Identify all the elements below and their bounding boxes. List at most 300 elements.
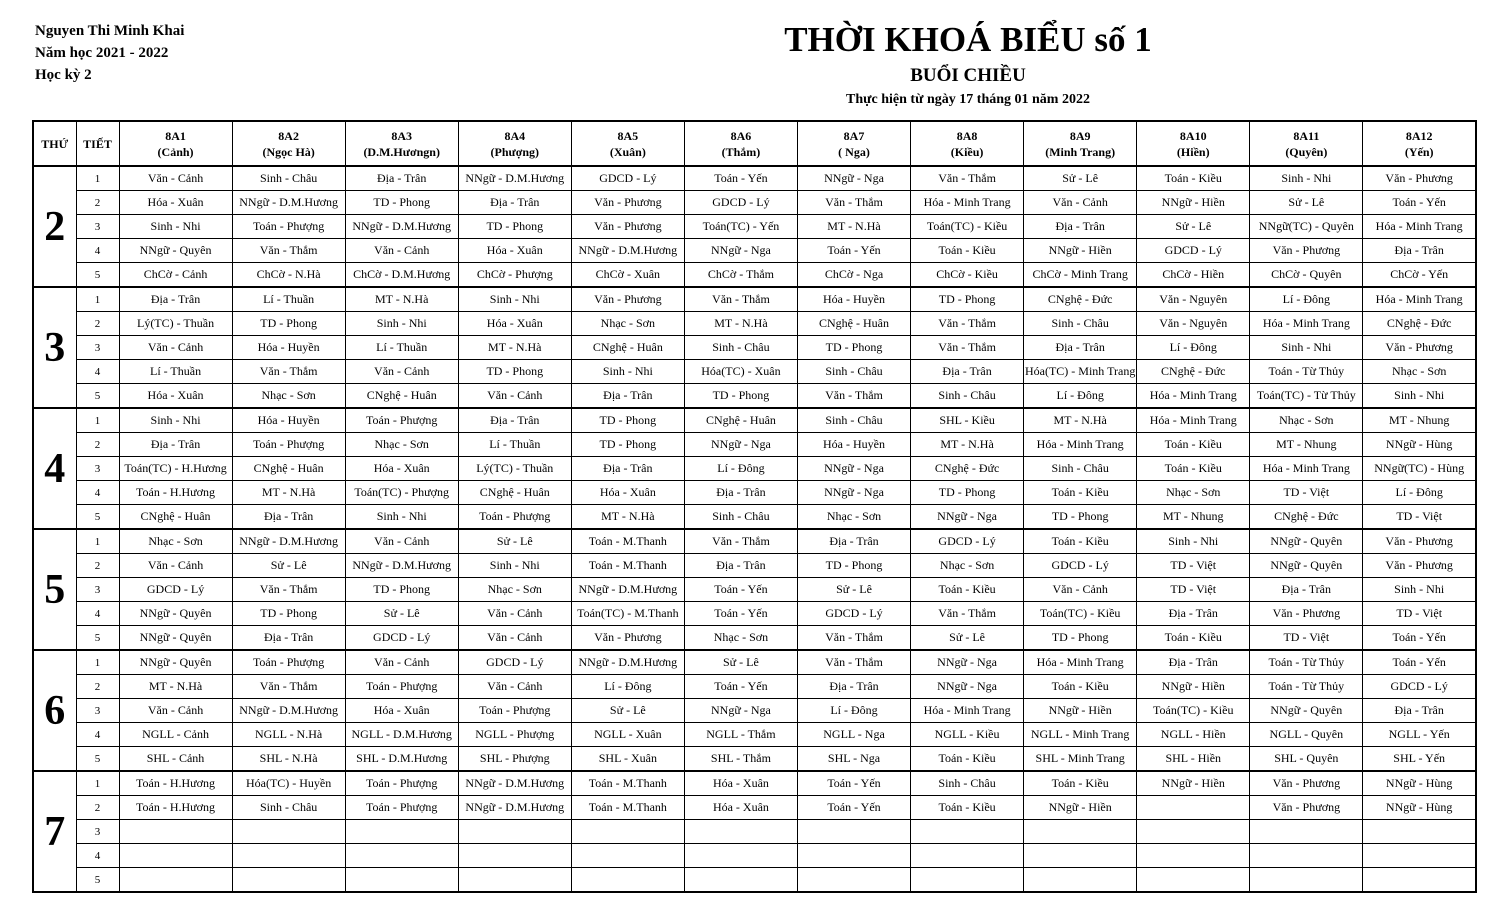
lesson-cell: NNgữ - Nga: [684, 239, 797, 263]
lesson-cell: [232, 868, 345, 893]
lesson-cell: Địa - Trân: [1137, 650, 1250, 675]
lesson-cell: Toán - Phượng: [345, 408, 458, 433]
lesson-cell: Văn - Phương: [1363, 554, 1476, 578]
lesson-cell: TD - Việt: [1137, 554, 1250, 578]
period-cell: 1: [76, 771, 119, 796]
lesson-cell: NNgữ - Hiền: [1137, 191, 1250, 215]
lesson-cell: TD - Phong: [232, 602, 345, 626]
lesson-cell: ChCờ - N.Hà: [232, 263, 345, 288]
lesson-cell: Nhạc - Sơn: [458, 578, 571, 602]
lesson-cell: Toán - Yến: [797, 771, 910, 796]
class-name: 8A7: [843, 128, 865, 143]
lesson-cell: Sinh - Nhi: [1363, 578, 1476, 602]
lesson-cell: Sử - Lê: [911, 626, 1024, 651]
lesson-cell: [1137, 844, 1250, 868]
period-cell: 1: [76, 529, 119, 554]
day-column-header: THỨ: [33, 121, 76, 166]
lesson-cell: TD - Phong: [571, 433, 684, 457]
lesson-cell: NNgữ - Nga: [684, 699, 797, 723]
period-cell: 2: [76, 191, 119, 215]
lesson-cell: NNgữ - D.M.Hương: [571, 578, 684, 602]
page-title: THỜI KHOÁ BIỂU số 1: [784, 20, 1152, 59]
lesson-cell: Sinh - Nhi: [1250, 336, 1363, 360]
lesson-cell: Lí - Thuần: [232, 287, 345, 312]
lesson-cell: NNgữ - D.M.Hương: [571, 650, 684, 675]
lesson-cell: NGLL - Minh Trang: [1024, 723, 1137, 747]
lesson-cell: NNgữ - D.M.Hương: [458, 771, 571, 796]
lesson-cell: Văn - Phương: [1250, 796, 1363, 820]
class-teacher: (Quyên): [1285, 144, 1328, 159]
period-cell: 5: [76, 747, 119, 772]
lesson-cell: Nhạc - Sơn: [1363, 360, 1476, 384]
lesson-cell: NNgữ - D.M.Hương: [458, 796, 571, 820]
day-cell: 7: [33, 771, 76, 892]
table-row: [33, 820, 1476, 844]
lesson-cell: Văn - Thắm: [684, 287, 797, 312]
lesson-cell: MT - N.Hà: [232, 481, 345, 505]
lesson-cell: Toán - Kiều: [911, 578, 1024, 602]
lesson-cell: NNgữ - D.M.Hương: [232, 529, 345, 554]
lesson-cell: Nhạc - Sơn: [684, 626, 797, 651]
lesson-cell: Hóa - Xuân: [119, 384, 232, 409]
lesson-cell: Địa - Trân: [458, 191, 571, 215]
period-cell: 2: [76, 433, 119, 457]
lesson-cell: NNgữ - Hiền: [1024, 239, 1137, 263]
lesson-cell: GDCD - Lý: [797, 602, 910, 626]
lesson-cell: Địa - Trân: [797, 675, 910, 699]
lesson-cell: NNgữ - D.M.Hương: [458, 166, 571, 191]
class-header: [1363, 121, 1476, 166]
lesson-cell: Văn - Phương: [1363, 166, 1476, 191]
lesson-cell: NNgữ - Quyên: [119, 602, 232, 626]
lesson-cell: [1024, 844, 1137, 868]
table-row: [33, 529, 1476, 554]
lesson-cell: Hóa - Minh Trang: [1363, 287, 1476, 312]
period-cell: 3: [76, 457, 119, 481]
lesson-cell: Toán - Phượng: [458, 699, 571, 723]
day-cell: 5: [33, 529, 76, 650]
class-header: [345, 121, 458, 166]
lesson-cell: Địa - Trân: [345, 166, 458, 191]
lesson-cell: Lí - Đông: [1137, 336, 1250, 360]
lesson-cell: GDCD - Lý: [119, 578, 232, 602]
lesson-cell: CNghệ - Huân: [345, 384, 458, 409]
lesson-cell: ChCờ - Xuân: [571, 263, 684, 288]
school-term: Học kỳ 2: [35, 67, 92, 83]
lesson-cell: Toán(TC) - M.Thanh: [571, 602, 684, 626]
lesson-cell: TD - Phong: [345, 191, 458, 215]
period-cell: 1: [76, 166, 119, 191]
lesson-cell: Lí - Đông: [1024, 384, 1137, 409]
lesson-cell: Toán - Từ Thủy: [1250, 360, 1363, 384]
lesson-cell: Sinh - Nhi: [119, 408, 232, 433]
lesson-cell: [458, 844, 571, 868]
table-row: [33, 481, 1476, 505]
lesson-cell: Toán - Kiều: [1137, 166, 1250, 191]
lesson-cell: [1024, 820, 1137, 844]
class-teacher: (Yến): [1404, 144, 1434, 159]
lesson-cell: Hóa - Xuân: [119, 191, 232, 215]
table-row: [33, 384, 1476, 409]
lesson-cell: [345, 868, 458, 893]
table-row: [33, 215, 1476, 239]
lesson-cell: NNgữ - Hiền: [1024, 699, 1137, 723]
school-year: Năm học 2021 - 2022: [35, 45, 169, 61]
class-teacher: (Cảnh): [157, 144, 194, 159]
table-row: [33, 263, 1476, 288]
lesson-cell: Toán - Kiều: [911, 747, 1024, 772]
lesson-cell: [232, 844, 345, 868]
lesson-cell: [1024, 868, 1137, 893]
lesson-cell: NGLL - Thắm: [684, 723, 797, 747]
class-name: 8A4: [504, 128, 526, 143]
lesson-cell: Toán - Kiều: [1024, 529, 1137, 554]
lesson-cell: NGLL - Nga: [797, 723, 910, 747]
lesson-cell: Văn - Cảnh: [345, 650, 458, 675]
lesson-cell: [911, 820, 1024, 844]
table-row: [33, 457, 1476, 481]
lesson-cell: [684, 844, 797, 868]
table-row: [33, 191, 1476, 215]
lesson-cell: ChCờ - Cảnh: [119, 263, 232, 288]
lesson-cell: Hóa - Xuân: [458, 239, 571, 263]
lesson-cell: ChCờ - Quyên: [1250, 263, 1363, 288]
lesson-cell: MT - N.Hà: [119, 675, 232, 699]
lesson-cell: [911, 868, 1024, 893]
lesson-cell: Toán(TC) - Kiều: [1137, 699, 1250, 723]
lesson-cell: Hóa(TC) - Minh Trang: [1024, 360, 1137, 384]
lesson-cell: Văn - Phương: [571, 215, 684, 239]
lesson-cell: Văn - Thắm: [232, 239, 345, 263]
class-header: [684, 121, 797, 166]
lesson-cell: Văn - Phương: [571, 626, 684, 651]
lesson-cell: Hóa - Huyền: [232, 408, 345, 433]
lesson-cell: Văn - Phương: [571, 287, 684, 312]
lesson-cell: Văn - Cảnh: [345, 239, 458, 263]
lesson-cell: Hóa(TC) - Xuân: [684, 360, 797, 384]
lesson-cell: Nhạc - Sơn: [571, 312, 684, 336]
table-row: [33, 239, 1476, 263]
lesson-cell: [571, 844, 684, 868]
lesson-cell: Sử - Lê: [458, 529, 571, 554]
lesson-cell: Sinh - Nhi: [119, 215, 232, 239]
lesson-cell: GDCD - Lý: [1363, 675, 1476, 699]
lesson-cell: Văn - Phương: [1363, 336, 1476, 360]
lesson-cell: Sinh - Nhi: [1137, 529, 1250, 554]
lesson-cell: ChCờ - Minh Trang: [1024, 263, 1137, 288]
lesson-cell: Toán - Yến: [797, 239, 910, 263]
class-teacher: (D.M.Hươngn): [363, 144, 440, 159]
lesson-cell: Toán - H.Hương: [119, 771, 232, 796]
period-column-header: TIẾT: [76, 121, 119, 166]
lesson-cell: CNghệ - Huân: [684, 408, 797, 433]
lesson-cell: Sử - Lê: [1024, 166, 1137, 191]
table-row: [33, 626, 1476, 651]
lesson-cell: GDCD - Lý: [684, 191, 797, 215]
lesson-cell: SHL - Thắm: [684, 747, 797, 772]
lesson-cell: Toán - Từ Thủy: [1250, 675, 1363, 699]
lesson-cell: [119, 820, 232, 844]
lesson-cell: TD - Phong: [1024, 505, 1137, 530]
period-cell: 5: [76, 505, 119, 530]
lesson-cell: [911, 844, 1024, 868]
lesson-cell: Lí - Thuần: [458, 433, 571, 457]
class-name: 8A3: [391, 128, 413, 143]
class-name: 8A6: [730, 128, 752, 143]
lesson-cell: MT - N.Hà: [1024, 408, 1137, 433]
lesson-cell: Địa - Trân: [684, 554, 797, 578]
lesson-cell: Hóa - Minh Trang: [1024, 650, 1137, 675]
lesson-cell: [1250, 868, 1363, 893]
period-cell: 3: [76, 215, 119, 239]
lesson-cell: MT - N.Hà: [911, 433, 1024, 457]
lesson-cell: [684, 868, 797, 893]
table-row: [33, 675, 1476, 699]
lesson-cell: Văn - Thắm: [911, 336, 1024, 360]
lesson-cell: [345, 844, 458, 868]
lesson-cell: Hóa - Xuân: [458, 312, 571, 336]
lesson-cell: NNgữ - Nga: [911, 650, 1024, 675]
lesson-cell: NNgữ - Nga: [911, 675, 1024, 699]
class-header: [797, 121, 910, 166]
lesson-cell: Toán - Yến: [797, 796, 910, 820]
period-cell: 4: [76, 602, 119, 626]
lesson-cell: NNgữ(TC) - Quyên: [1250, 215, 1363, 239]
lesson-cell: Toán(TC) - Yến: [684, 215, 797, 239]
lesson-cell: Toán - Yến: [684, 675, 797, 699]
lesson-cell: Văn - Thắm: [797, 191, 910, 215]
lesson-cell: TD - Việt: [1250, 481, 1363, 505]
lesson-cell: MT - Nhung: [1137, 505, 1250, 530]
lesson-cell: Toán - Yến: [684, 166, 797, 191]
lesson-cell: Sử - Lê: [684, 650, 797, 675]
lesson-cell: [119, 868, 232, 893]
lesson-cell: Nhạc - Sơn: [1250, 408, 1363, 433]
class-teacher: (Thắm): [721, 144, 761, 159]
lesson-cell: Toán - Phượng: [458, 505, 571, 530]
lesson-cell: Sinh - Châu: [232, 166, 345, 191]
period-cell: 3: [76, 578, 119, 602]
lesson-cell: ChCờ - Phượng: [458, 263, 571, 288]
lesson-cell: Toán - Phượng: [232, 650, 345, 675]
lesson-cell: Địa - Trân: [458, 408, 571, 433]
lesson-cell: Văn - Thắm: [911, 166, 1024, 191]
lesson-cell: Hóa - Minh Trang: [1137, 408, 1250, 433]
lesson-cell: NNgữ - Quyên: [1250, 699, 1363, 723]
lesson-cell: GDCD - Lý: [571, 166, 684, 191]
lesson-cell: Lí - Đông: [1250, 287, 1363, 312]
lesson-cell: Toán - Phượng: [345, 771, 458, 796]
lesson-cell: [1363, 820, 1476, 844]
lesson-cell: Sinh - Nhi: [345, 312, 458, 336]
lesson-cell: CNghệ - Đức: [1250, 505, 1363, 530]
class-teacher: (Minh Trang): [1045, 144, 1116, 159]
lesson-cell: SHL - Kiều: [911, 408, 1024, 433]
lesson-cell: Địa - Trân: [1024, 215, 1137, 239]
lesson-cell: TD - Phong: [797, 554, 910, 578]
lesson-cell: Địa - Trân: [119, 287, 232, 312]
lesson-cell: Văn - Thắm: [911, 602, 1024, 626]
lesson-cell: MT - N.Hà: [458, 336, 571, 360]
lesson-cell: [797, 868, 910, 893]
lesson-cell: TD - Phong: [458, 215, 571, 239]
period-cell: 4: [76, 723, 119, 747]
lesson-cell: Lí - Đông: [797, 699, 910, 723]
class-teacher: ( Nga): [838, 144, 870, 159]
lesson-cell: Văn - Cảnh: [458, 602, 571, 626]
class-header: [571, 121, 684, 166]
lesson-cell: Toán - Yến: [1363, 626, 1476, 651]
class-header: [1024, 121, 1137, 166]
lesson-cell: Văn - Cảnh: [458, 675, 571, 699]
lesson-cell: Nhạc - Sơn: [911, 554, 1024, 578]
lesson-cell: Sinh - Nhi: [1363, 384, 1476, 409]
lesson-cell: NNgữ - D.M.Hương: [345, 215, 458, 239]
lesson-cell: Địa - Trân: [571, 457, 684, 481]
lesson-cell: CNghệ - Huân: [797, 312, 910, 336]
lesson-cell: Toán - Phượng: [232, 433, 345, 457]
lesson-cell: Địa - Trân: [1363, 699, 1476, 723]
lesson-cell: Sinh - Châu: [911, 771, 1024, 796]
lesson-cell: Lý(TC) - Thuần: [119, 312, 232, 336]
class-teacher: (Phượng): [490, 144, 540, 159]
lesson-cell: ChCờ - Nga: [797, 263, 910, 288]
lesson-cell: Sử - Lê: [1137, 215, 1250, 239]
period-cell: 3: [76, 820, 119, 844]
lesson-cell: Văn - Phương: [1250, 771, 1363, 796]
lesson-cell: SHL - Hiền: [1137, 747, 1250, 772]
lesson-cell: Sử - Lê: [797, 578, 910, 602]
lesson-cell: [1363, 844, 1476, 868]
lesson-cell: Hóa - Minh Trang: [1250, 457, 1363, 481]
lesson-cell: Địa - Trân: [232, 505, 345, 530]
class-header: [1137, 121, 1250, 166]
lesson-cell: Hóa - Minh Trang: [1250, 312, 1363, 336]
lesson-cell: Sinh - Nhi: [345, 505, 458, 530]
lesson-cell: NNgữ - D.M.Hương: [345, 554, 458, 578]
lesson-cell: [797, 820, 910, 844]
lesson-cell: TD - Phong: [684, 384, 797, 409]
lesson-cell: Toán - Kiều: [1137, 433, 1250, 457]
lesson-cell: CNghệ - Đức: [1137, 360, 1250, 384]
lesson-cell: NNgữ - Quyên: [1250, 554, 1363, 578]
table-row: [33, 747, 1476, 772]
lesson-cell: Văn - Cảnh: [1024, 191, 1137, 215]
period-cell: 4: [76, 360, 119, 384]
lesson-cell: NNgữ - Hùng: [1363, 796, 1476, 820]
timetable-body: [33, 166, 1476, 892]
lesson-cell: MT - N.Hà: [684, 312, 797, 336]
lesson-cell: Hóa - Huyền: [797, 287, 910, 312]
table-row: [33, 433, 1476, 457]
lesson-cell: Lí - Thuần: [345, 336, 458, 360]
lesson-cell: [232, 820, 345, 844]
lesson-cell: NNgữ - Nga: [797, 166, 910, 191]
lesson-cell: CNghệ - Huân: [232, 457, 345, 481]
lesson-cell: Văn - Thắm: [232, 675, 345, 699]
lesson-cell: [797, 844, 910, 868]
lesson-cell: Hóa(TC) - Huyền: [232, 771, 345, 796]
lesson-cell: Văn - Thắm: [232, 360, 345, 384]
lesson-cell: TD - Việt: [1363, 505, 1476, 530]
class-header: [911, 121, 1024, 166]
day-cell: 4: [33, 408, 76, 529]
school-info: [35, 20, 184, 86]
title-block: [668, 18, 1268, 109]
lesson-cell: Sinh - Nhi: [571, 360, 684, 384]
table-row: [33, 602, 1476, 626]
lesson-cell: Toán - Yến: [1363, 650, 1476, 675]
period-cell: 4: [76, 481, 119, 505]
table-row: [33, 408, 1476, 433]
lesson-cell: NNgữ - D.M.Hương: [232, 191, 345, 215]
lesson-cell: CNghệ - Đức: [911, 457, 1024, 481]
lesson-cell: Văn - Thắm: [797, 626, 910, 651]
lesson-cell: Sinh - Châu: [684, 505, 797, 530]
lesson-cell: Toán - Từ Thủy: [1250, 650, 1363, 675]
lesson-cell: Văn - Cảnh: [119, 554, 232, 578]
lesson-cell: Lí - Đông: [684, 457, 797, 481]
lesson-cell: NGLL - Quyên: [1250, 723, 1363, 747]
lesson-cell: Sinh - Châu: [1024, 457, 1137, 481]
lesson-cell: MT - Nhung: [1250, 433, 1363, 457]
class-teacher: (Xuân): [609, 144, 646, 159]
lesson-cell: NGLL - Phượng: [458, 723, 571, 747]
lesson-cell: Toán(TC) - H.Hương: [119, 457, 232, 481]
lesson-cell: Văn - Cảnh: [458, 384, 571, 409]
lesson-cell: Văn - Thắm: [911, 312, 1024, 336]
lesson-cell: Văn - Phương: [571, 191, 684, 215]
lesson-cell: Hóa - Xuân: [345, 699, 458, 723]
lesson-cell: Sinh - Châu: [797, 360, 910, 384]
lesson-cell: GDCD - Lý: [458, 650, 571, 675]
lesson-cell: TD - Phong: [911, 481, 1024, 505]
lesson-cell: Văn - Phương: [1363, 529, 1476, 554]
lesson-cell: NNgữ - Quyên: [119, 239, 232, 263]
lesson-cell: NNgữ - Quyên: [119, 626, 232, 651]
lesson-cell: MT - N.Hà: [345, 287, 458, 312]
lesson-cell: Văn - Thắm: [232, 578, 345, 602]
lesson-cell: Địa - Trân: [571, 384, 684, 409]
lesson-cell: NNgữ - Hiền: [1024, 796, 1137, 820]
lesson-cell: [458, 868, 571, 893]
lesson-cell: [119, 844, 232, 868]
lesson-cell: NNgữ(TC) - Hùng: [1363, 457, 1476, 481]
period-cell: 2: [76, 554, 119, 578]
lesson-cell: NNgữ - Quyên: [119, 650, 232, 675]
lesson-cell: NGLL - Xuân: [571, 723, 684, 747]
lesson-cell: Sinh - Nhi: [1250, 166, 1363, 191]
lesson-cell: Văn - Nguyên: [1137, 287, 1250, 312]
lesson-cell: NGLL - Hiền: [1137, 723, 1250, 747]
lesson-cell: [684, 820, 797, 844]
lesson-cell: TD - Phong: [458, 360, 571, 384]
period-cell: 3: [76, 699, 119, 723]
lesson-cell: Văn - Phương: [1250, 602, 1363, 626]
lesson-cell: Hóa - Xuân: [684, 796, 797, 820]
lesson-cell: Địa - Trân: [797, 529, 910, 554]
class-teacher: (Hiền): [1176, 144, 1210, 159]
lesson-cell: GDCD - Lý: [345, 626, 458, 651]
lesson-cell: SHL - Nga: [797, 747, 910, 772]
lesson-cell: NGLL - Yến: [1363, 723, 1476, 747]
period-cell: 4: [76, 239, 119, 263]
lesson-cell: NNgữ - Nga: [911, 505, 1024, 530]
lesson-cell: ChCờ - D.M.Hương: [345, 263, 458, 288]
lesson-cell: Hóa - Minh Trang: [911, 191, 1024, 215]
lesson-cell: ChCờ - Thắm: [684, 263, 797, 288]
class-teacher: (Kiều): [950, 144, 984, 159]
